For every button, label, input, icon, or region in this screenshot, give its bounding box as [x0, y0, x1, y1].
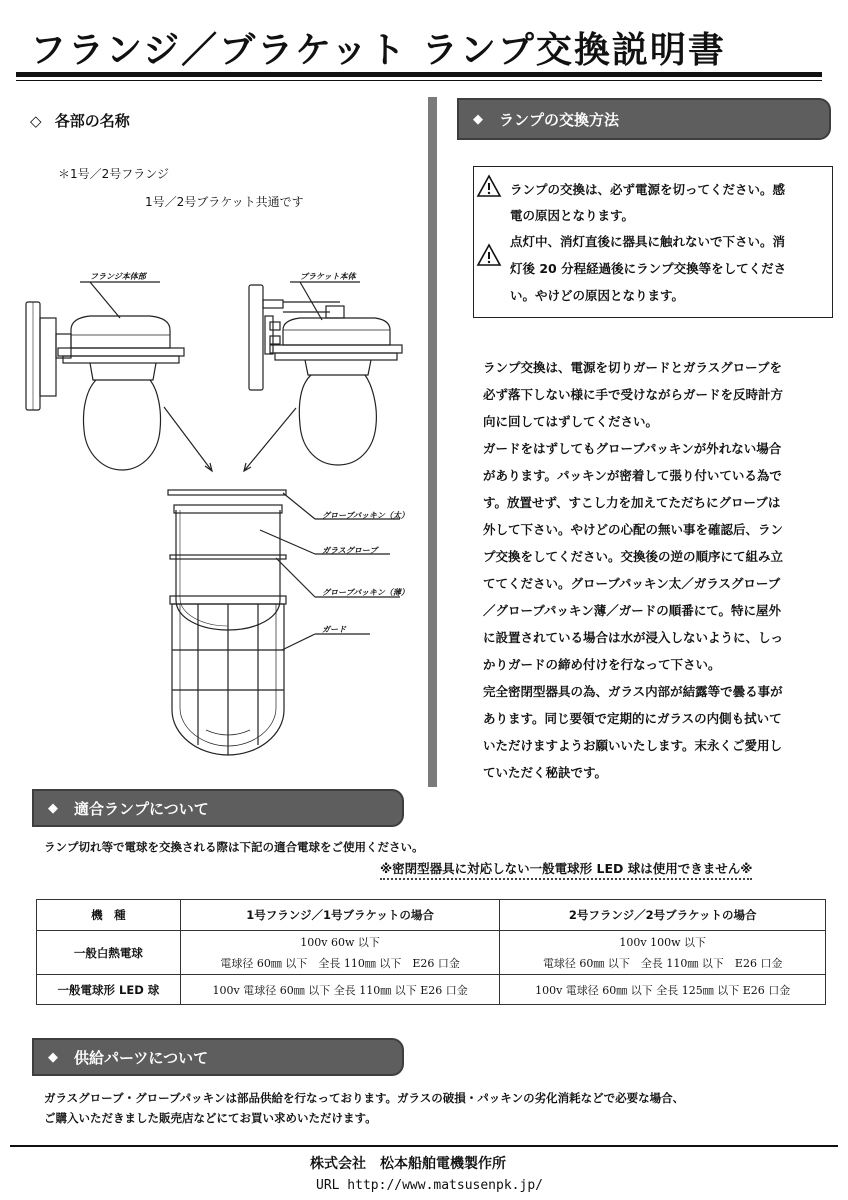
callout-glass-globe: ガラスグローブ	[322, 546, 378, 555]
table-row-type: 一般白熱電球	[37, 931, 181, 975]
instruction-line: があります。パッキンが密着して張り付いている為で	[483, 468, 782, 483]
instruction-line: ランプ交換は、電源を切りガードとガラスグローブを	[483, 360, 783, 375]
callout-flange-body: フランジ本体部	[90, 272, 146, 281]
instruction-line: かりガードの締め付けを行なって下さい。	[483, 657, 721, 672]
lamps-heading	[32, 789, 404, 827]
instruction-line: ガードをはずしてもグローブパッキンが外れない場合	[483, 441, 782, 456]
company-name: 株式会社 松本船舶電機製作所	[310, 1156, 506, 1172]
diamond-outline-icon: ◇	[30, 112, 42, 130]
table-header-cell: 1号フランジ／1号ブラケットの場合	[180, 900, 500, 931]
led-warning-text: ※密閉型器具に対応しない一般電球形 LED 球は使用できません※	[380, 859, 752, 880]
diamond-filled-icon: ◆	[473, 111, 483, 127]
instruction-line: ／グローブパッキン薄／ガードの順番にて。特に屋外	[483, 603, 782, 618]
warning-line: 電の原因となります。	[510, 208, 635, 223]
supply-text-line2: ご購入いただきました販売店などにてお買い求めいただけます。	[44, 1111, 377, 1125]
parts-heading-label: 各部の名称	[54, 112, 130, 130]
instruction-line: 必ず落下しない様に手で受けながらガードを反時計方	[483, 387, 784, 402]
supply-heading	[32, 1038, 404, 1076]
callout-bracket-body: ブラケット本体	[300, 272, 356, 281]
diamond-filled-icon: ◆	[48, 1049, 58, 1065]
table-row-type: 一般電球形 LED 球	[37, 975, 181, 1005]
instruction-line: ていただく秘訣です。	[483, 765, 608, 780]
table-header-cell: 機 種	[37, 900, 181, 931]
company-url: URL http://www.matsusenpk.jp/	[316, 1178, 543, 1193]
instruction-line: あります。同じ要領で定期的にガラスの内側も拭いて	[483, 711, 782, 726]
supply-heading-label: 供給パーツについて	[74, 1048, 209, 1067]
parts-note-line1: ＊1号／2号フランジ	[58, 167, 169, 181]
replacement-heading-label: ランプの交換方法	[499, 110, 620, 129]
callout-packing-thick: グローブパッキン（太）	[322, 511, 409, 520]
table-cell: 100v 電球径 60㎜ 以下 全長 110㎜ 以下 E26 口金	[180, 975, 500, 1005]
table-cell	[500, 931, 826, 975]
diamond-filled-icon: ◆	[48, 800, 58, 816]
table-header-row	[37, 900, 826, 931]
table-cell-line: 100v 100w 以下	[619, 935, 707, 949]
table-cell	[180, 931, 500, 975]
lamps-lead-text: ランプ切れ等で電球を交換される際は下記の適合電球をご使用ください。	[44, 840, 424, 854]
instruction-line: に設置されている場合は水が浸入しないように、しっ	[483, 630, 784, 645]
supply-text-line1: ガラスグローブ・グローブパッキンは部品供給を行なっております。ガラスの破損・パッキンの劣化消耗などで必要な場合、	[44, 1091, 685, 1105]
parts-note-line2: 1号／2号ブラケット共通です	[145, 195, 304, 209]
flange-lamp-drawing	[26, 302, 184, 470]
instruction-line: プ交換をしてください。交換後の逆の順序にて組み立	[483, 549, 784, 564]
warning-line: ランプの交換は、必ず電源を切ってください。感	[510, 182, 786, 197]
lamps-heading-label: 適合ランプについて	[74, 799, 209, 818]
column-divider	[428, 97, 437, 787]
table-cell-line: 電球径 60㎜ 以下 全長 110㎜ 以下 E26 口金	[220, 956, 460, 970]
table-cell-line: 電球径 60㎜ 以下 全長 110㎜ 以下 E26 口金	[542, 956, 783, 970]
page-title: フランジ／ブラケット ランプ交換説明書	[30, 30, 726, 71]
warning-triangle-icon	[476, 174, 502, 198]
table-cell: 100v 電球径 60㎜ 以下 全長 125㎜ 以下 E26 口金	[500, 975, 826, 1005]
replacement-heading	[457, 98, 831, 140]
table-row	[37, 975, 826, 1005]
footer-rule	[10, 1145, 838, 1147]
lamp-spec-table	[36, 899, 826, 1005]
lamp-parts-illustration	[0, 0, 430, 800]
table-row	[37, 931, 826, 975]
instruction-line: ててください。グローブパッキン太／ガラスグローブ	[483, 576, 781, 591]
warning-line: い。やけどの原因となります。	[510, 288, 685, 303]
instruction-line: いただけますようお願いいたします。末永くご愛用し	[483, 738, 783, 753]
instruction-line: 完全密閉型器具の為、ガラス内部が結露等で曇る事が	[483, 684, 783, 699]
warning-triangle-icon	[476, 243, 502, 267]
table-cell-line: 100v 60w 以下	[300, 935, 380, 949]
callout-guard: ガード	[322, 625, 346, 634]
table-header-cell: 2号フランジ／2号ブラケットの場合	[500, 900, 826, 931]
instruction-line: す。放置せず、すこし力を加えてただちにグローブは	[483, 495, 781, 510]
callout-packing-thin: グローブパッキン（薄）	[322, 588, 409, 597]
warning-line: 灯後 20 分程経過後にランプ交換等をしてくださ	[510, 261, 787, 276]
warning-line: 点灯中、消灯直後に器具に触れないで下さい。消	[510, 234, 786, 249]
instruction-line: 向に回してはずしてください。	[483, 414, 659, 429]
instruction-line: 外して下さい。やけどの心配の無い事を確認后、ラン	[483, 522, 784, 537]
